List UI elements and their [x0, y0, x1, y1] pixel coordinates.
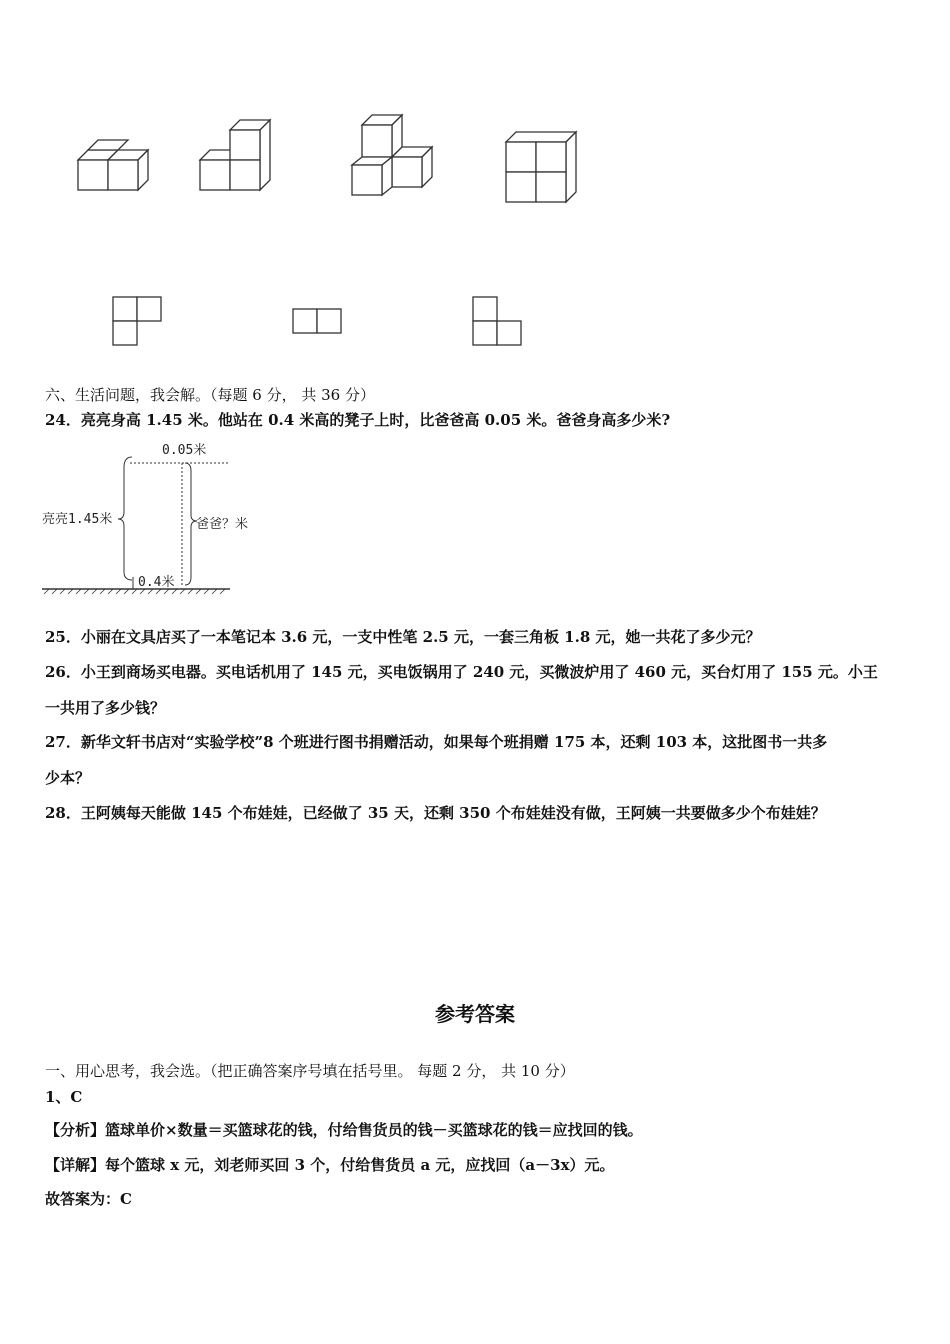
ground-hatch — [44, 589, 225, 594]
question-27-line2: 少本？ — [45, 769, 91, 787]
answers-title: 参考答案 — [435, 1002, 515, 1026]
cube-figure-1 — [78, 140, 148, 190]
cube-figures-row — [60, 105, 600, 215]
diagram-top-label: 0.05米 — [162, 443, 207, 458]
view-figure-2 — [293, 309, 341, 333]
cube-figure-4 — [506, 132, 576, 202]
question-24: 24．亮亮身高 1.45 米。他站在 0.4 米高的凳子上时，比爸爸高 0.05 米。爸爸身高多少米? — [45, 411, 671, 429]
cube-figure-2 — [200, 120, 270, 190]
diagram-bottom-label: 0.4米 — [138, 575, 175, 590]
answers-section-1-header: 一、用心思考，我会选。（把正确答案序号填在括号里。 每题 2 分， 共 10 分） — [45, 1062, 575, 1080]
answer-1-label: 1、C — [45, 1088, 83, 1106]
question-27-line1: 27．新华文轩书店对“实验学校”8 个班进行图书捐赠活动，如果每个班捐赠 175 本，还剩 103 本，这批图书一共多 — [45, 733, 828, 751]
height-diagram — [40, 437, 270, 602]
view-figure-3 — [473, 297, 521, 345]
section-6-header: 六、生活问题，我会解。（每题 6 分， 共 36 分） — [45, 386, 375, 404]
diagram-right-label: 爸爸？米 — [196, 517, 249, 532]
answer-1-detail: 【详解】每个篮球 x 元，刘老师买回 3 个，付给售货员 a 元，应找回（a－3x）元。 — [45, 1156, 615, 1174]
view-figures-row — [100, 290, 540, 350]
question-28: 28．王阿姨每天能做 145 个布娃娃，已经做了 35 天，还剩 350 个布娃娃没有做，王阿姨一共要做多少个布娃娃？ — [45, 804, 826, 822]
diagram-left-label: 亮亮1.45米 — [42, 512, 113, 527]
cube-figure-3 — [352, 115, 432, 195]
question-26-line1: 26．小王到商场买电器。买电话机用了 145 元，买电饭锅用了 240 元，买微波炉用了 460 元，买台灯用了 155 元。小王 — [45, 663, 878, 681]
view-figure-1 — [113, 297, 161, 345]
answer-1-conclusion: 故答案为：C — [45, 1190, 132, 1208]
question-25: 25．小丽在文具店买了一本笔记本 3.6 元，一支中性笔 2.5 元，一套三角板 1.8 元，她一共花了多少元？ — [45, 628, 761, 646]
answer-1-analysis: 【分析】篮球单价×数量＝买篮球花的钱，付给售货员的钱－买篮球花的钱＝应找回的钱。 — [45, 1121, 643, 1139]
question-26-line2: 一共用了多少钱？ — [45, 699, 166, 717]
